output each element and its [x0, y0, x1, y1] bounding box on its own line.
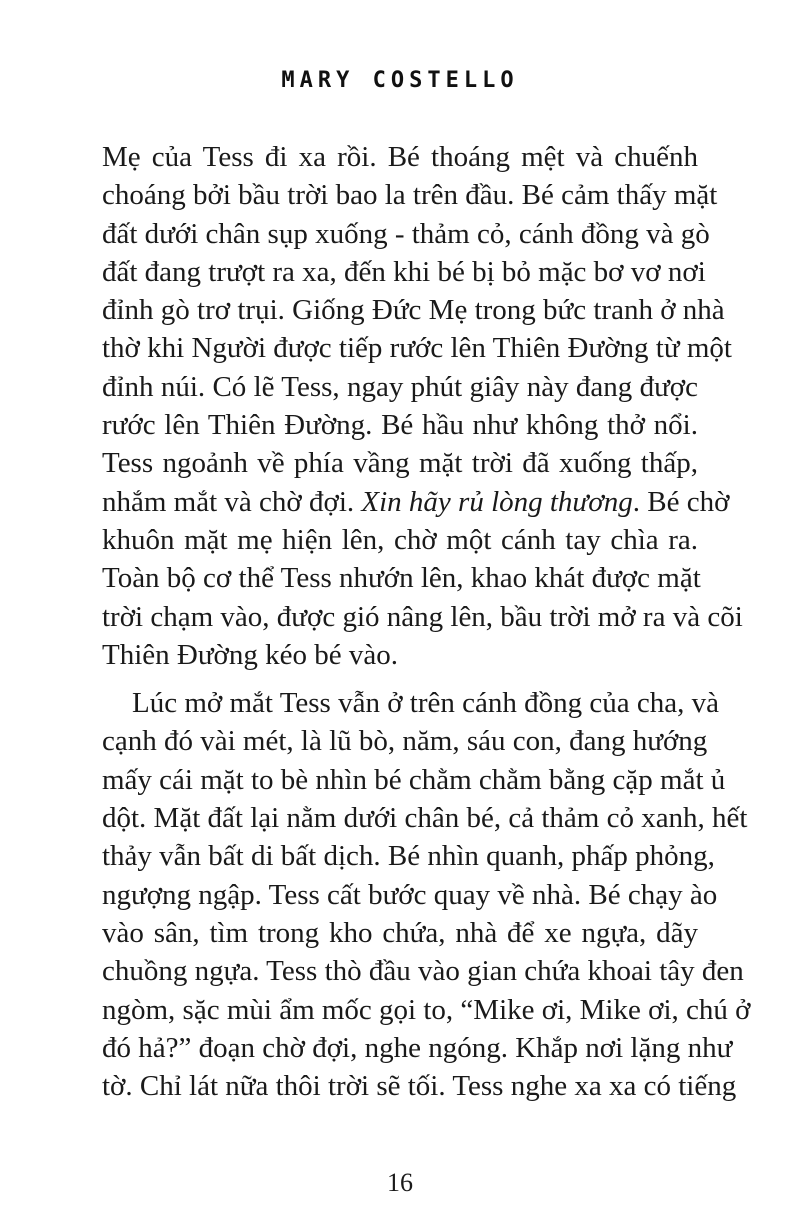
text-line: trời chạm vào, được gió nâng lên, bầu trời mở ra và cõi — [102, 600, 743, 633]
text-line: tờ. Chỉ lát nữa thôi trời sẽ tối. Tess nghe xa xa có tiếng — [102, 1070, 737, 1103]
text-line: dột. Mặt đất lại nằm dưới chân bé, cả thảm cỏ xanh, hết — [102, 802, 748, 835]
text-line: vào sân, tìm trong kho chứa, nhà để xe ngựa, dãy — [102, 916, 698, 949]
text-line: choáng bởi bầu trời bao la trên đầu. Bé cảm thấy mặt — [102, 179, 718, 212]
running-head-title: MARY COSTELLO — [281, 68, 519, 93]
body-text — [102, 138, 751, 1105]
text-line: đó hả?” đoạn chờ đợi, nghe ngóng. Khắp nơi lặng như — [102, 1031, 733, 1064]
text-line: chuồng ngựa. Tess thò đầu vào gian chứa khoai tây đen — [102, 955, 744, 988]
text-line: thảy vẫn bất di bất dịch. Bé nhìn quanh, phấp phỏng, — [102, 840, 715, 873]
text-line: Toàn bộ cơ thể Tess nhướn lên, khao khát được mặt — [102, 562, 701, 595]
text-line: mấy cái mặt to bè nhìn bé chằm chằm bằng cặp mắt ủ — [102, 763, 726, 796]
paragraph-1 — [102, 138, 743, 674]
text-line: rước lên Thiên Đường. Bé hầu như không thở nổi. — [102, 409, 698, 442]
text-line-with-italic — [102, 483, 730, 521]
text-line: khuôn mặt mẹ hiện lên, chờ một cánh tay chìa ra. — [102, 523, 698, 556]
text-line: Mẹ của Tess đi xa rồi. Bé thoáng mệt và chuếnh — [102, 141, 698, 173]
paragraph-2 — [102, 684, 751, 1105]
text-line: đỉnh gò trơ trụi. Giống Đức Mẹ trong bức tranh ở nhà — [102, 294, 725, 327]
text-line: đất đang trượt ra xa, đến khi bé bị bỏ mặc bơ vơ nơi — [102, 255, 706, 288]
text-line: Thiên Đường kéo bé vào. — [102, 638, 399, 671]
text-line: thờ khi Người được tiếp rước lên Thiên Đường từ một — [102, 332, 732, 365]
text-line: Tess ngoảnh về phía vầng mặt trời đã xuống thấp, — [102, 447, 698, 480]
page-number: 16 — [387, 1168, 413, 1197]
text-line: ngòm, sặc mùi ẩm mốc gọi to, “Mike ơi, Mike ơi, chú ở — [102, 993, 751, 1026]
italic-phrase: Xin hãy rủ lòng thương — [361, 485, 633, 518]
text-segment: nhắm mắt và chờ đợi. — [102, 485, 362, 518]
text-line: cạnh đó vài mét, là lũ bò, năm, sáu con, đang hướng — [102, 725, 708, 758]
text-segment: . Bé chờ — [632, 485, 730, 518]
text-line: Lúc mở mắt Tess vẫn ở trên cánh đồng của cha, và — [132, 687, 719, 720]
text-line: đỉnh núi. Có lẽ Tess, ngay phút giây này đang được — [102, 370, 698, 403]
text-line: ngượng ngập. Tess cất bước quay về nhà. Bé chạy ào — [102, 878, 718, 911]
text-line: đất dưới chân sụp xuống - thảm cỏ, cánh đồng và gò — [102, 217, 710, 250]
